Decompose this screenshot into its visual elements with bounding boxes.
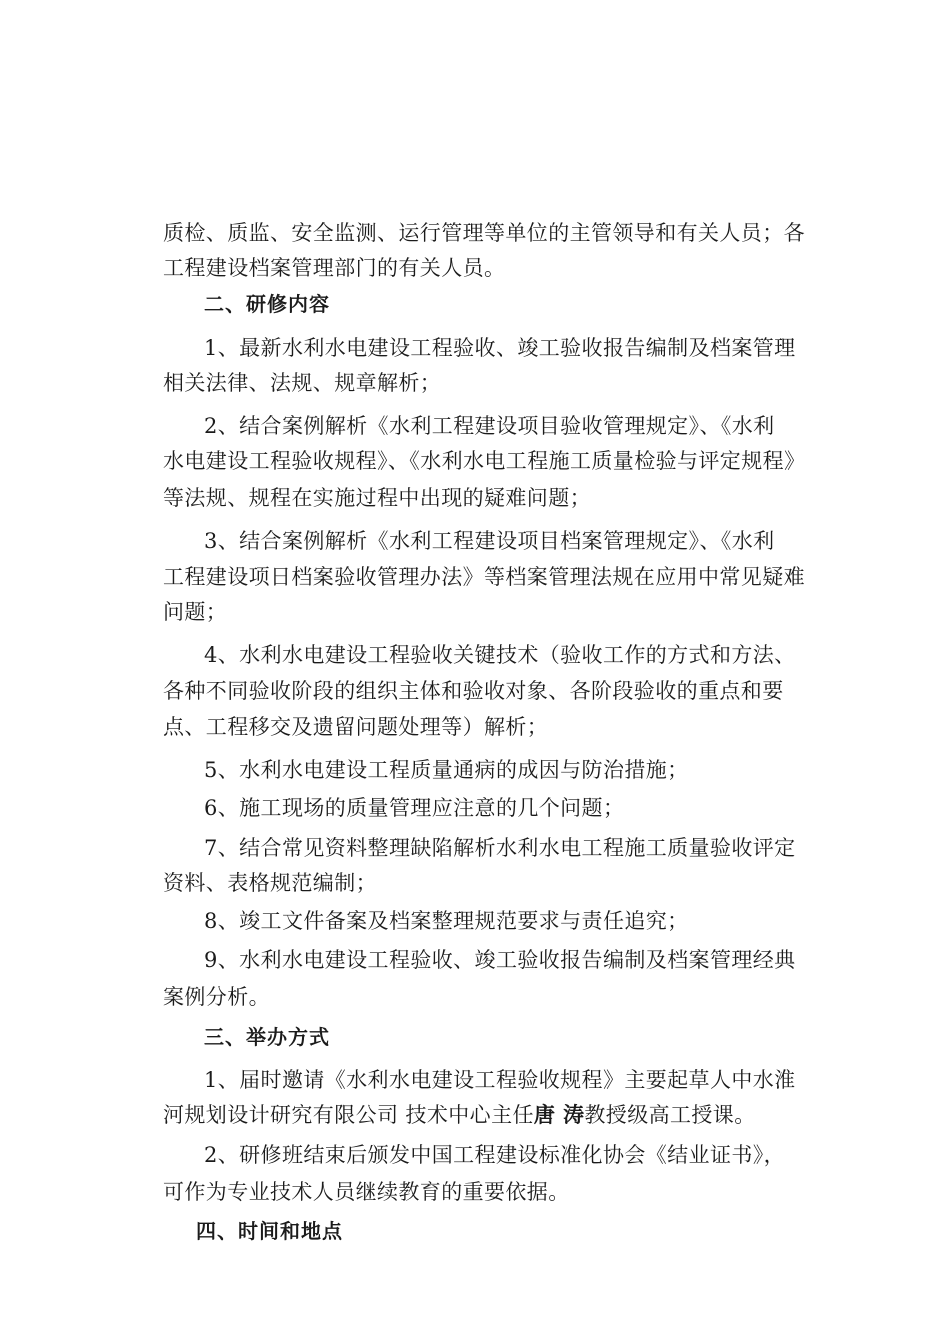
body-line: 3、结合案例解析《水利工程建设项目档案管理规定》、《水利: [204, 529, 775, 553]
body-line: 等法规、规程在实施过程中出现的疑难问题；: [163, 486, 591, 510]
body-line: 1、届时邀请《水利水电建设工程验收规程》主要起草人中水淮: [204, 1068, 796, 1092]
body-line: 5、水利水电建设工程质量通病的成因与防治措施；: [204, 758, 689, 782]
body-line: 工程建设项日档案验收管理办法》等档案管理法规在应用中常见疑难: [163, 565, 805, 589]
body-line: 9、水利水电建设工程验收、竣工验收报告编制及档案管理经典: [204, 948, 796, 972]
body-line: 工程建设档案管理部门的有关人员。: [163, 256, 506, 280]
body-line: 6、施工现场的质量管理应注意的几个问题；: [204, 796, 625, 820]
body-line: 水电建设工程验收规程》、《水利水电工程施工质量检验与评定规程》: [163, 449, 806, 473]
body-line: 质检、质监、安全监测、运行管理等单位的主管领导和有关人员；各: [163, 221, 805, 245]
body-line: 4、水利水电建设工程验收关键技术（验收工作的方式和方法、: [204, 643, 796, 667]
body-line: 资料、表格规范编制；: [163, 871, 377, 895]
section-heading: 三、举办方式: [204, 1025, 330, 1049]
body-line: [163, 1100, 756, 1130]
instructor-name: 唐 涛: [533, 1103, 585, 1127]
body-line: 1、最新水利水电建设工程验收、竣工验收报告编制及档案管理: [204, 336, 796, 360]
section-heading: 四、时间和地点: [196, 1219, 343, 1243]
body-line: 2、研修班结束后颁发中国工程建设标准化协会《结业证书》，: [204, 1143, 786, 1167]
body-line: 问题；: [163, 600, 228, 624]
body-line: 8、竣工文件备案及档案整理规范要求与责任追究；: [204, 909, 689, 933]
body-line: 案例分析。: [163, 985, 270, 1009]
section-heading: 二、研修内容: [204, 292, 330, 316]
body-line: 可作为专业技术人员继续教育的重要依据。: [163, 1180, 570, 1204]
body-line: 7、结合常见资料整理缺陷解析水利水电工程施工质量验收评定: [204, 836, 796, 860]
instructor-title-text: 教授级高工授课。: [584, 1103, 756, 1127]
organization-text: 河规划设计研究有限公司 技术中心主任: [163, 1103, 534, 1127]
body-line: 点、工程移交及遗留问题处理等）解析；: [163, 715, 549, 739]
body-line: 相关法律、法规、规章解析；: [163, 371, 442, 395]
body-line: 2、结合案例解析《水利工程建设项目验收管理规定》、《水利: [204, 414, 775, 438]
body-line: 各种不同验收阶段的组织主体和验收对象、各阶段验收的重点和要: [163, 679, 784, 703]
